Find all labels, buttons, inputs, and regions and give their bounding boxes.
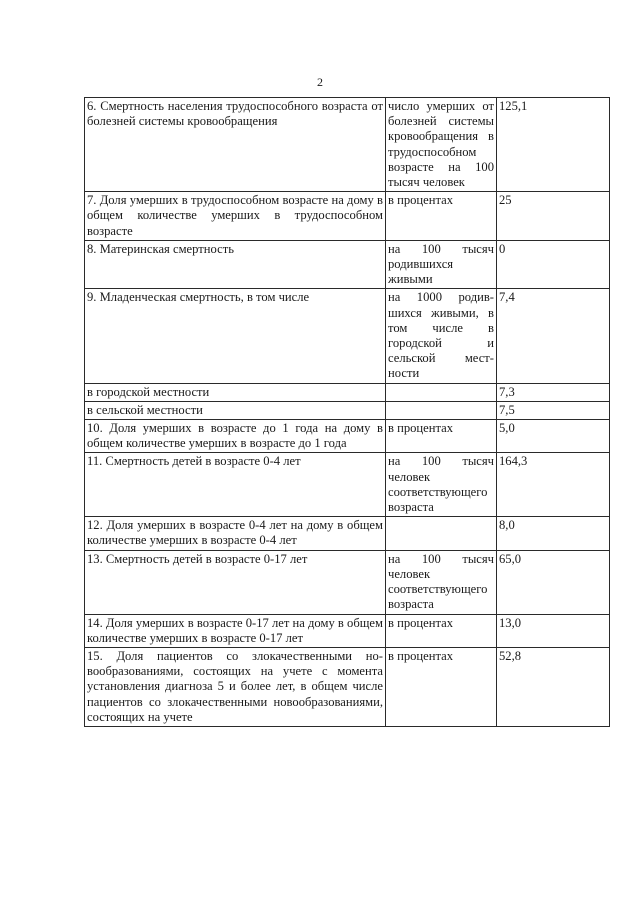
indicator-unit: на 1000 родившихся живыми, в том числе в городской и сельской местности [386,289,497,383]
indicator-unit: в процентах [386,192,497,241]
indicator-name: 8. Материнская смертность [85,240,386,289]
page-number: 2 [317,75,323,89]
indicator-unit: на 100 тысяч человек соответствующего возраста [386,550,497,614]
indicator-unit: в процентах [386,420,497,453]
indicator-value: 7,4 [497,289,610,383]
indicator-value: 0 [497,240,610,289]
indicator-value: 5,0 [497,420,610,453]
indicator-name: 14. Доля умерших в возрасте 0-17 лет на дому в общем количестве умерших в возрасте 0-17 лет [85,614,386,647]
table-row [85,401,610,419]
table-row [85,550,610,614]
indicator-name: 15. Доля пациентов со злокачественными новообразованиями, состоящих на учете с момента установления диагноза 5 и более лет, в общем числе пациентов со злокачественными новообразованиями, состоящих на учете [85,647,386,726]
indicators-table [84,97,610,727]
indicator-name: в городской местности [85,383,386,401]
indicator-unit: в процентах [386,614,497,647]
indicator-value: 7,5 [497,401,610,419]
indicator-unit: на 100 тысяч родившихся живыми [386,240,497,289]
indicator-value: 164,3 [497,453,610,517]
table-row [85,383,610,401]
indicator-unit: в процентах [386,647,497,726]
table-row [85,192,610,241]
table-row [85,453,610,517]
table-row [85,647,610,726]
indicator-value: 25 [497,192,610,241]
indicator-unit [386,383,497,401]
table-row [85,240,610,289]
table-row [85,614,610,647]
indicator-value: 13,0 [497,614,610,647]
indicator-unit [386,517,497,550]
indicator-value: 52,8 [497,647,610,726]
indicator-name: 10. Доля умерших в возрасте до 1 года на дому в общем количестве умерших в возрасте до 1 года [85,420,386,453]
indicator-value: 65,0 [497,550,610,614]
indicator-name: 7. Доля умерших в трудоспособном возрасте на дому в общем количестве умерших в трудоспособном возрасте [85,192,386,241]
indicator-unit [386,401,497,419]
indicator-value: 7,3 [497,383,610,401]
indicator-value: 8,0 [497,517,610,550]
table-row [85,517,610,550]
indicator-name: 11. Смертность детей в возрасте 0-4 лет [85,453,386,517]
indicator-name: 12. Доля умерших в возрасте 0-4 лет на дому в общем количестве умерших в возрасте 0-4 лет [85,517,386,550]
indicator-value: 125,1 [497,98,610,192]
indicator-name: 13. Смертность детей в возрасте 0-17 лет [85,550,386,614]
table-row [85,420,610,453]
table-row [85,289,610,383]
indicator-unit: число умерших от болезней системы кровообращения в трудоспособном возрасте на 100 тысяч человек [386,98,497,192]
indicator-name: 9. Младенческая смертность, в том числе [85,289,386,383]
indicator-name: в сельской местности [85,401,386,419]
table-row [85,98,610,192]
indicator-name: 6. Смертность населения трудоспособного возраста от болезней системы кровообращения [85,98,386,192]
indicator-unit: на 100 тысяч человек соответствующего возраста [386,453,497,517]
